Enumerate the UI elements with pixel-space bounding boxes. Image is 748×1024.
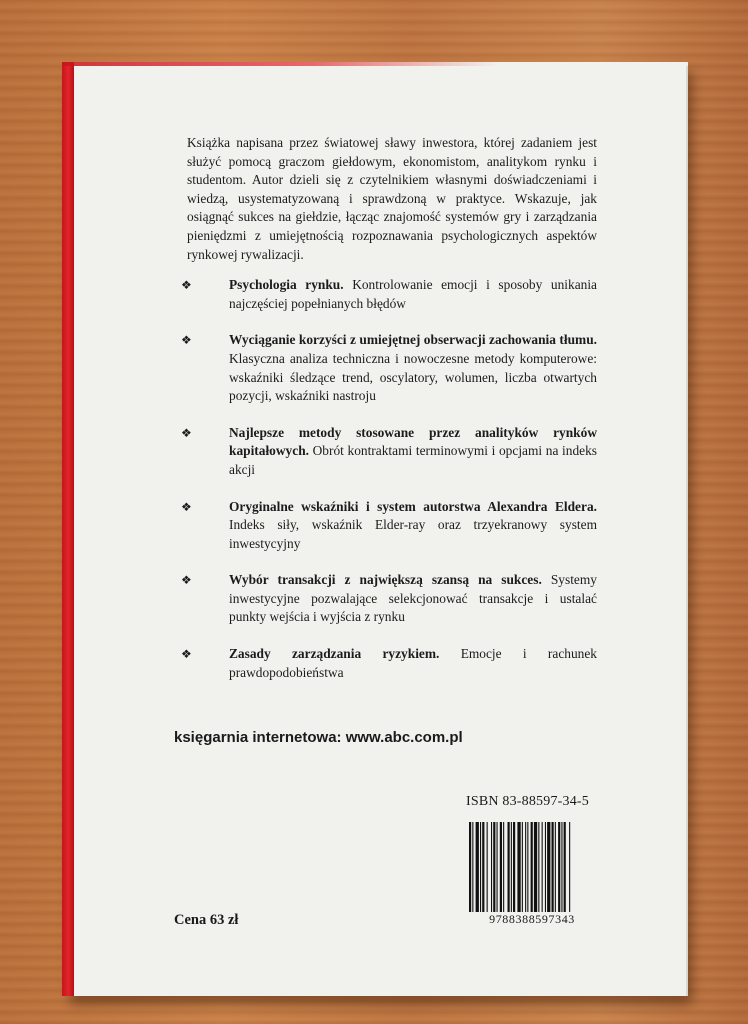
barcode-bar — [542, 822, 543, 924]
barcode-bar — [491, 822, 492, 924]
barcode-bar — [531, 822, 533, 924]
barcode-bar — [547, 822, 550, 924]
barcode-bar — [511, 822, 512, 924]
barcode-bar — [538, 822, 539, 924]
bullet-diamond-icon: ❖ — [181, 333, 192, 348]
feature-text: Klasyczna analiza techniczna i nowoczesne metody komputerowe: wskaźniki śledzące trend, oscylatory, wolumen, liczba otwartych pozycji, wskaźniki nastroju — [229, 350, 597, 404]
feature-text: Emocje i rachunek prawdopodobieństwa — [229, 646, 598, 680]
barcode-bar — [561, 822, 562, 924]
feature-text: Obrót kontraktami terminowymi i opcjami na indeks akcji — [229, 443, 597, 477]
feature-heading: Zasady zarządzania ryzykiem. — [229, 646, 440, 662]
feature-heading: Wybór transakcji z największą szansą na sukces. — [229, 572, 542, 588]
feature-heading: Psychologia rynku. — [229, 277, 344, 293]
barcode-bar — [503, 822, 504, 924]
feature-item — [181, 276, 597, 313]
bullet-diamond-icon: ❖ — [181, 499, 192, 514]
bullet-diamond-icon: ❖ — [181, 425, 192, 440]
barcode-bar — [527, 822, 528, 924]
barcode-bar — [552, 822, 554, 924]
cover-top-edge — [62, 62, 688, 66]
barcode-bar — [482, 822, 484, 924]
barcode-bar — [472, 822, 473, 924]
feature-text: Systemy inwestycyjne pozwalające selekcjonować transakcje i ustalać punkty wejścia i wyjścia z rynku — [229, 572, 597, 625]
feature-item — [181, 331, 597, 405]
intro-paragraph: Książka napisana przez światowej sławy inwestora, której zadaniem jest służyć pomocą graczom giełdowym, ekonomistom, analitykom rynku i studentom. Autor dzieli się z czytelnikiem własnymi doświadczeniami i wiedzą, usystematyzowaną i sprawdzoną w praktyce. Wskazuje, jak osiągnąć sukces na giełdzie, łącząc znajomość systemów gry i zarządzania pieniędzmi z umiejętnością rozpoznawania psychologicznych aspektów rynkowej rywalizacji. — [187, 135, 597, 262]
feature-item — [181, 498, 597, 554]
feature-text: Kontrolowanie emocji i sposoby unikania najczęściej popełnianych błędów — [229, 277, 597, 311]
barcode-bar — [469, 822, 471, 924]
bookstore-website: księgarnia internetowa: www.abc.com.pl — [174, 729, 463, 746]
cover-text-block — [181, 134, 598, 700]
barcode-bar — [497, 822, 498, 924]
barcode-bar — [487, 822, 488, 924]
feature-heading: Wyciąganie korzyści z umiejętnej obserwacji zachowania tłumu. — [229, 332, 597, 348]
feature-text: Indeks siły, wskaźnik Elder-ray oraz trzyekranowy system inwestycyjny — [229, 517, 597, 551]
barcode-bar — [564, 822, 566, 924]
barcode-bar — [555, 822, 556, 924]
barcode-number: 9788388597343 — [465, 912, 599, 927]
barcode-bar — [558, 822, 560, 924]
feature-heading: Oryginalne wskaźniki i system autorstwa Alexandra Eldera. — [229, 498, 597, 514]
barcode-bar — [500, 822, 502, 924]
barcode-bar — [522, 822, 523, 924]
bullet-diamond-icon: ❖ — [181, 647, 192, 662]
feature-heading: Najlepsze metody stosowane przez analityków rynków kapitałowych. — [229, 424, 597, 459]
barcode-bar — [545, 822, 546, 924]
red-spine-strip — [62, 62, 74, 996]
barcode-bar — [493, 822, 495, 924]
book-back-cover — [62, 62, 688, 996]
barcode-bar — [513, 822, 515, 924]
barcode-bar — [508, 822, 510, 924]
feature-item — [181, 645, 598, 682]
barcode-bar — [480, 822, 481, 924]
barcode-bar — [534, 822, 537, 924]
barcode-bar — [569, 822, 570, 924]
barcode-bar — [476, 822, 479, 924]
bullet-diamond-icon: ❖ — [181, 278, 192, 293]
barcode-bar — [525, 822, 526, 924]
feature-item — [181, 571, 597, 627]
price-label: Cena 63 zł — [174, 912, 239, 928]
barcode-bar — [517, 822, 520, 924]
feature-item — [181, 424, 597, 480]
bullet-diamond-icon: ❖ — [181, 573, 192, 588]
isbn-label: ISBN 83-88597-34-5 — [466, 794, 589, 809]
